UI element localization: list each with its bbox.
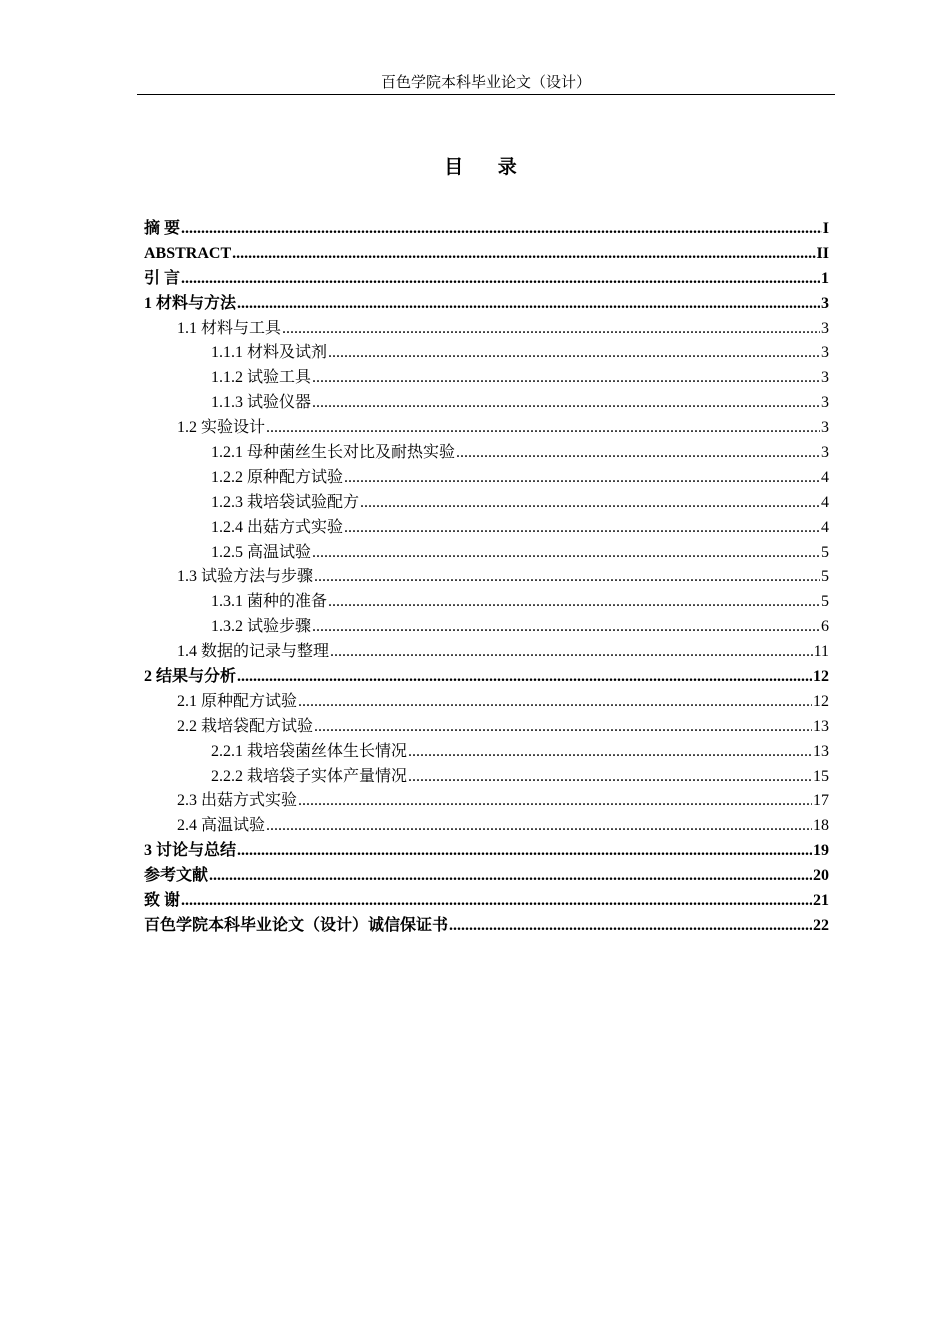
toc-entry-label: 2.4 高温试验 bbox=[177, 817, 266, 835]
toc-entry-page-number: 12 bbox=[813, 668, 829, 686]
toc-entry[interactable] bbox=[144, 441, 829, 466]
toc-entry-label: 1.1 材料与工具 bbox=[177, 319, 282, 337]
toc-entry-label: 引 言 bbox=[144, 269, 181, 287]
toc-entry-page-number: 5 bbox=[821, 568, 829, 586]
toc-entry-label: 1.3.1 菌种的准备 bbox=[211, 593, 328, 611]
toc-entry-label: 2 结果与分析 bbox=[144, 668, 237, 686]
toc-leader-dots bbox=[312, 541, 820, 566]
toc-entry[interactable] bbox=[144, 217, 829, 242]
toc-entry[interactable] bbox=[144, 541, 829, 566]
toc-entry[interactable] bbox=[144, 267, 829, 292]
toc-leader-dots bbox=[312, 366, 820, 391]
toc-entry-label: 2.2 栽培袋配方试验 bbox=[177, 717, 314, 735]
toc-entry-page-number: 11 bbox=[813, 643, 829, 661]
toc-entry[interactable] bbox=[144, 864, 829, 889]
toc-leader-dots bbox=[456, 441, 820, 466]
toc-entry[interactable] bbox=[144, 914, 829, 939]
toc-entry-label: 1.2.4 出菇方式实验 bbox=[211, 518, 344, 536]
toc-entry-label: 致 谢 bbox=[144, 892, 181, 910]
toc-entry-page-number: 4 bbox=[821, 493, 829, 511]
toc-entry-page-number: 4 bbox=[821, 518, 829, 536]
toc-entry-page-number: II bbox=[816, 244, 829, 262]
toc-leader-dots bbox=[209, 864, 812, 889]
toc-leader-dots bbox=[237, 292, 820, 317]
toc-entry-label: ABSTRACT bbox=[144, 244, 232, 262]
toc-entry-page-number: 3 bbox=[821, 444, 829, 462]
toc-entry-label: 1 材料与方法 bbox=[144, 294, 237, 312]
toc-entry-page-number: 19 bbox=[813, 842, 829, 860]
toc-entry-page-number: 3 bbox=[821, 369, 829, 387]
toc-leader-dots bbox=[344, 516, 820, 541]
page-header bbox=[137, 72, 835, 95]
toc-entry-page-number: 3 bbox=[821, 394, 829, 412]
toc-entry-label: 1.2.3 栽培袋试验配方 bbox=[211, 493, 360, 511]
toc-entry[interactable] bbox=[144, 765, 829, 790]
toc-entry-page-number: 6 bbox=[821, 618, 829, 636]
toc-entry-page-number: 20 bbox=[813, 867, 829, 885]
toc-entry-label: 1.1.3 试验仪器 bbox=[211, 394, 312, 412]
toc-entry-page-number: 1 bbox=[821, 269, 829, 287]
toc-entry-label: 参考文献 bbox=[144, 867, 209, 885]
toc-leader-dots bbox=[266, 814, 812, 839]
header-title: 百色学院本科毕业论文（设计） bbox=[380, 73, 591, 91]
toc-entry[interactable] bbox=[144, 665, 829, 690]
toc-entry[interactable] bbox=[144, 889, 829, 914]
toc-entry-page-number: 22 bbox=[813, 916, 829, 934]
toc-leader-dots bbox=[344, 466, 820, 491]
toc-leader-dots bbox=[328, 341, 820, 366]
toc-entry-label: 1.2.1 母种菌丝生长对比及耐热实验 bbox=[211, 444, 456, 462]
toc-entry[interactable] bbox=[144, 391, 829, 416]
toc-leader-dots bbox=[314, 715, 812, 740]
toc-leader-dots bbox=[282, 317, 820, 342]
toc-entry-page-number: 12 bbox=[813, 692, 829, 710]
toc-leader-dots bbox=[181, 217, 822, 242]
toc-entry[interactable] bbox=[144, 366, 829, 391]
toc-entry-page-number: 18 bbox=[813, 817, 829, 835]
toc-leader-dots bbox=[360, 491, 820, 516]
toc-entry-label: 1.3 试验方法与步骤 bbox=[177, 568, 314, 586]
toc-entry-label: 1.3.2 试验步骤 bbox=[211, 618, 312, 636]
toc-entry-page-number: 3 bbox=[821, 319, 829, 337]
toc-entry[interactable] bbox=[144, 789, 829, 814]
toc-entry-label: 2.2.1 栽培袋菌丝体生长情况 bbox=[211, 742, 408, 760]
toc-entry[interactable] bbox=[144, 242, 829, 267]
toc-leader-dots bbox=[266, 416, 820, 441]
toc-entry-label: 3 讨论与总结 bbox=[144, 842, 237, 860]
toc-entry-page-number: 3 bbox=[821, 344, 829, 362]
toc-entry-page-number: 13 bbox=[813, 717, 829, 735]
toc-entry-page-number: 3 bbox=[821, 294, 829, 312]
toc-entry[interactable] bbox=[144, 491, 829, 516]
toc-leader-dots bbox=[237, 839, 812, 864]
toc-entry-label: 1.2 实验设计 bbox=[177, 419, 266, 437]
toc-leader-dots bbox=[328, 590, 820, 615]
toc-entry[interactable] bbox=[144, 341, 829, 366]
toc-leader-dots bbox=[237, 665, 812, 690]
toc-leader-dots bbox=[298, 690, 812, 715]
toc-heading: 目 录 bbox=[444, 156, 531, 178]
toc-entry[interactable] bbox=[144, 814, 829, 839]
toc-entry[interactable] bbox=[144, 516, 829, 541]
toc-leader-dots bbox=[181, 267, 820, 292]
toc-entry[interactable] bbox=[144, 715, 829, 740]
toc-entry-label: 1.1.2 试验工具 bbox=[211, 369, 312, 387]
toc-entry-page-number: 21 bbox=[813, 892, 829, 910]
toc-entry[interactable] bbox=[144, 740, 829, 765]
toc-entry-page-number: I bbox=[822, 220, 829, 237]
toc-entry[interactable] bbox=[144, 565, 829, 590]
toc-entry-page-number: 4 bbox=[821, 468, 829, 486]
toc-entry-page-number: 5 bbox=[821, 593, 829, 611]
toc-leader-dots bbox=[408, 765, 812, 790]
toc-entry[interactable] bbox=[144, 640, 829, 665]
toc-entry[interactable] bbox=[144, 590, 829, 615]
toc-leader-dots bbox=[181, 889, 812, 914]
toc-leader-dots bbox=[330, 640, 813, 665]
toc-entry-label: 1.2.5 高温试验 bbox=[211, 543, 312, 561]
toc-entry[interactable] bbox=[144, 839, 829, 864]
toc-entry[interactable] bbox=[144, 466, 829, 491]
toc-entry-page-number: 15 bbox=[813, 767, 829, 785]
toc-entry[interactable] bbox=[144, 292, 829, 317]
toc-entry-label: 2.2.2 栽培袋子实体产量情况 bbox=[211, 767, 408, 785]
toc-entry-page-number: 3 bbox=[821, 419, 829, 437]
toc-entry-label: 百色学院本科毕业论文（设计）诚信保证书 bbox=[144, 916, 449, 934]
toc-leader-dots bbox=[312, 615, 820, 640]
toc-leader-dots bbox=[449, 914, 812, 939]
toc-entry[interactable] bbox=[144, 416, 829, 441]
toc-entry[interactable] bbox=[144, 690, 829, 715]
toc-entry-page-number: 17 bbox=[813, 792, 829, 810]
toc-entry-label: 摘 要 bbox=[144, 220, 181, 237]
toc-entry-label: 2.3 出菇方式实验 bbox=[177, 792, 298, 810]
table-of-contents bbox=[144, 217, 829, 939]
toc-entry-label: 1.1.1 材料及试剂 bbox=[211, 344, 328, 362]
toc-leader-dots bbox=[232, 242, 815, 267]
toc-entry[interactable] bbox=[144, 615, 829, 640]
toc-entry-page-number: 13 bbox=[813, 742, 829, 760]
toc-leader-dots bbox=[312, 391, 820, 416]
toc-entry[interactable] bbox=[144, 317, 829, 342]
toc-entry-page-number: 5 bbox=[821, 543, 829, 561]
toc-leader-dots bbox=[314, 565, 820, 590]
toc-entry-label: 1.2.2 原种配方试验 bbox=[211, 468, 344, 486]
toc-entry-label: 2.1 原种配方试验 bbox=[177, 692, 298, 710]
toc-leader-dots bbox=[408, 740, 812, 765]
toc-leader-dots bbox=[298, 789, 812, 814]
toc-entry-label: 1.4 数据的记录与整理 bbox=[177, 643, 330, 661]
